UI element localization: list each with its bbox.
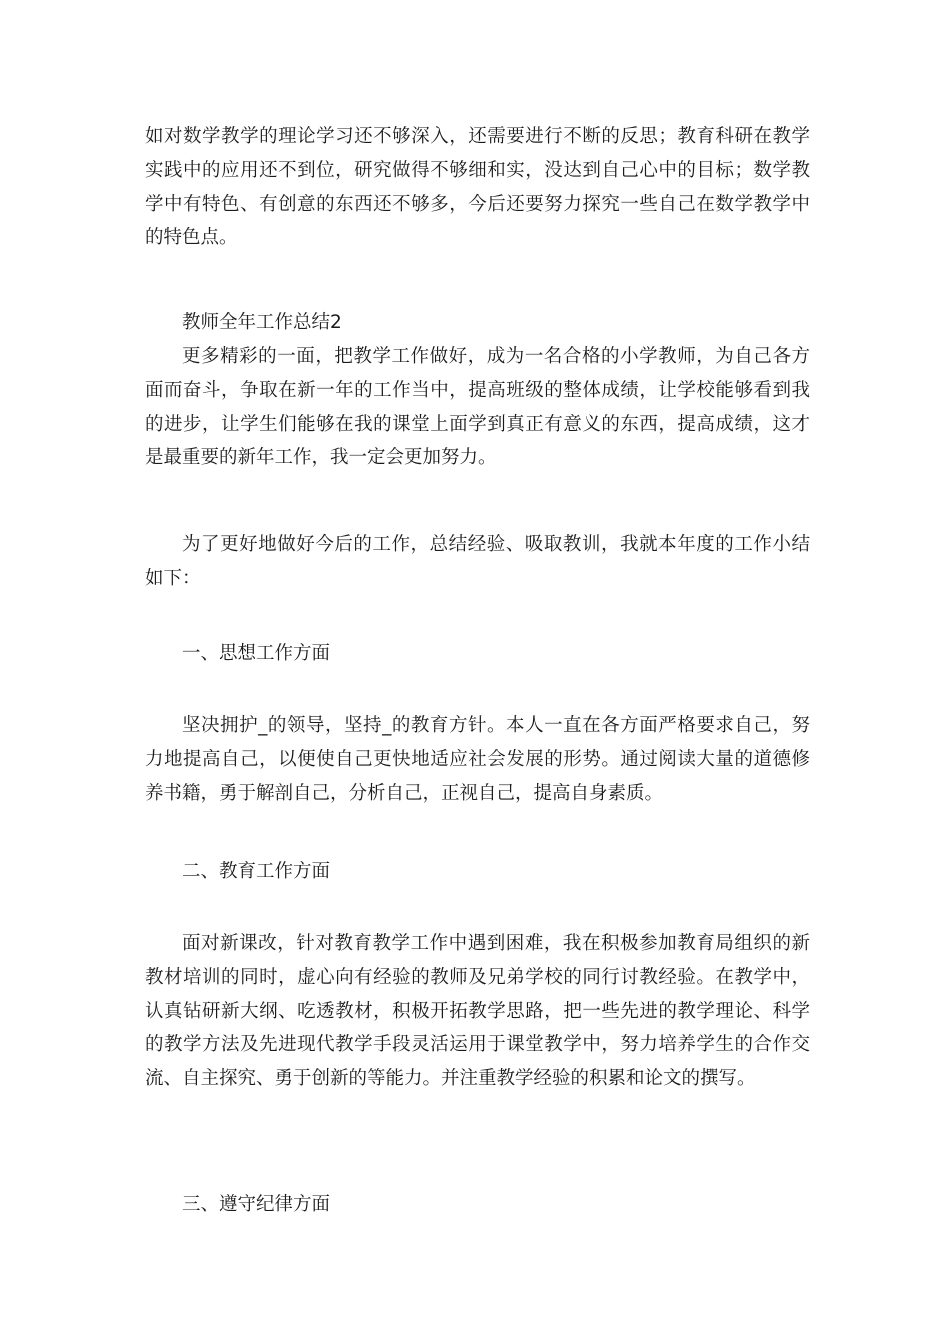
paragraph-ideology: 坚决拥护_的领导，坚持_的教育方针。本人一直在各方面严格要求自己，努力地提高自己，以便使自己更快地适应社会发展的形势。通过阅读大量的道德修养书籍，勇于解剖自己，分析自己，正视自己，提高自身素质。 <box>145 715 810 804</box>
paragraph-intro: 为了更好地做好今后的工作，总结经验、吸取教训，我就本年度的工作小结如下： <box>145 534 810 589</box>
heading-ideology: 一、思想工作方面 <box>182 643 331 664</box>
heading-discipline: 三、遵守纪律方面 <box>182 1194 331 1215</box>
paragraph-new-year-goals: 更多精彩的一面，把教学工作做好，成为一名合格的小学教师，为自己各方面而奋斗，争取在新一年的工作当中，提高班级的整体成绩，让学校能够看到我的进步，让学生们能够在我的课堂上面学到真正有意义的东西，提高成绩，这才是最重要的新年工作，我一定会更加努力。 <box>145 346 810 469</box>
paragraph-reflection: 如对数学教学的理论学习还不够深入，还需要进行不断的反思；教育科研在教学实践中的应用还不到位，研究做得不够细和实，没达到自己心中的目标；数学教学中有特色、有创意的东西还不够多，今后还要努力探究一些自己在数学教学中的特色点。 <box>145 126 810 249</box>
paragraph-education: 面对新课改，针对教育教学工作中遇到困难，我在积极参加教育局组织的新教材培训的同时，虚心向有经验的教师及兄弟学校的同行讨教经验。在教学中，认真钻研新大纲、吃透教材，积极开拓教学思路，把一些先进的教学理论、科学的教学方法及先进现代教学手段灵活运用于课堂教学中，努力培养学生的合作交流、自主探究、勇于创新的等能力。并注重教学经验的积累和论文的撰写。 <box>145 933 810 1090</box>
section-title-summary-2: 教师全年工作总结2 <box>182 312 342 333</box>
heading-education: 二、教育工作方面 <box>182 861 331 882</box>
